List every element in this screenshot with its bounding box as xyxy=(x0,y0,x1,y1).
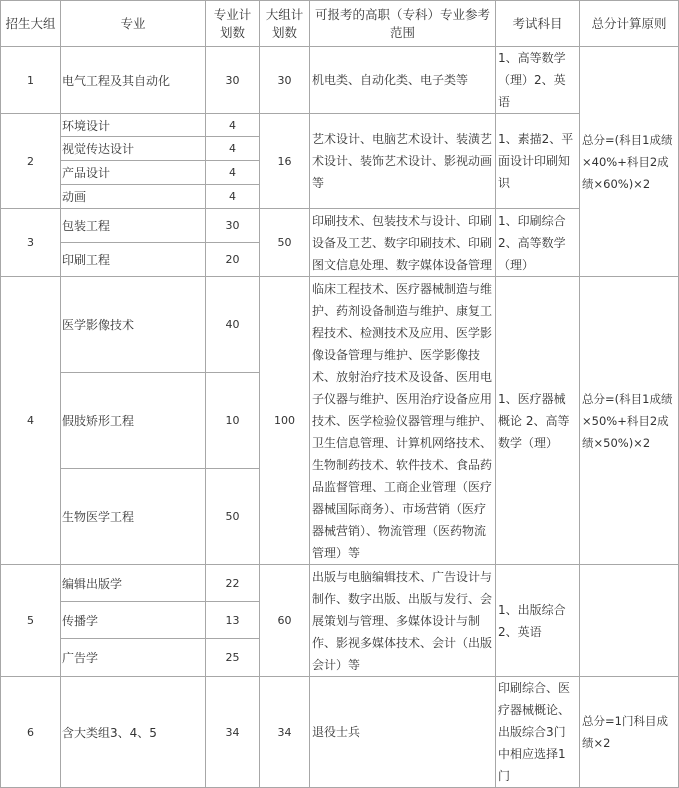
major-name: 动画 xyxy=(61,185,206,209)
major-plan: 13 xyxy=(206,602,260,639)
group-plan: 50 xyxy=(260,209,310,277)
header-major: 专业 xyxy=(61,1,206,47)
major-plan: 4 xyxy=(206,185,260,209)
major-plan: 10 xyxy=(206,373,260,469)
header-row xyxy=(1,1,679,47)
major-name: 印刷工程 xyxy=(61,243,206,277)
rule-text: 总分=(科目1成绩×40%+科目2成绩×60%)×2 xyxy=(580,47,679,277)
table-row xyxy=(1,277,679,373)
major-plan: 34 xyxy=(206,677,260,788)
major-plan: 4 xyxy=(206,161,260,185)
group-id: 2 xyxy=(1,114,61,209)
major-plan: 30 xyxy=(206,209,260,243)
major-name: 电气工程及其自动化 xyxy=(61,47,206,114)
major-name: 含大类组3、4、5 xyxy=(61,677,206,788)
table-row xyxy=(1,114,679,137)
header-scope: 可报考的高职（专科）专业参考范围 xyxy=(310,1,496,47)
header-subjects: 考试科目 xyxy=(496,1,580,47)
group-id: 5 xyxy=(1,565,61,677)
subjects-text: 1、出版综合2、英语 xyxy=(496,565,580,677)
rule-text: 总分=(科目1成绩×50%+科目2成绩×50%)×2 xyxy=(580,277,679,565)
subjects-text: 1、高等数学（理）2、英语 xyxy=(496,47,580,114)
table-row xyxy=(1,565,679,602)
major-plan: 4 xyxy=(206,114,260,137)
scope-text: 出版与电脑编辑技术、广告设计与制作、数字出版、出版与发行、会展策划与管理、多媒体设计与制作、影视多媒体技术、会计（出版会计）等 xyxy=(310,565,496,677)
major-plan: 30 xyxy=(206,47,260,114)
major-plan: 20 xyxy=(206,243,260,277)
header-rule: 总分计算原则 xyxy=(580,1,679,47)
table-row xyxy=(1,677,679,788)
major-plan: 50 xyxy=(206,469,260,565)
group-plan: 60 xyxy=(260,565,310,677)
group-id: 1 xyxy=(1,47,61,114)
rule-empty xyxy=(580,565,679,677)
scope-text: 机电类、自动化类、电子类等 xyxy=(310,47,496,114)
major-plan: 4 xyxy=(206,137,260,161)
subjects-text: 1、医疗器械概论 2、高等数学（理） xyxy=(496,277,580,565)
major-name: 广告学 xyxy=(61,639,206,677)
group-id: 4 xyxy=(1,277,61,565)
header-major-plan: 专业计划数 xyxy=(206,1,260,47)
subjects-text: 1、印刷综合 2、高等数学（理） xyxy=(496,209,580,277)
table-row xyxy=(1,47,679,114)
major-name: 医学影像技术 xyxy=(61,277,206,373)
scope-text: 艺术设计、电脑艺术设计、装潢艺术设计、装饰艺术设计、影视动画等 xyxy=(310,114,496,209)
major-name: 环境设计 xyxy=(61,114,206,137)
group-id: 3 xyxy=(1,209,61,277)
major-name: 编辑出版学 xyxy=(61,565,206,602)
major-name: 生物医学工程 xyxy=(61,469,206,565)
scope-text: 退役士兵 xyxy=(310,677,496,788)
subjects-text: 1、素描2、平面设计印刷知识 xyxy=(496,114,580,209)
group-plan: 16 xyxy=(260,114,310,209)
group-plan: 34 xyxy=(260,677,310,788)
major-name: 视觉传达设计 xyxy=(61,137,206,161)
scope-text: 印刷技术、包装技术与设计、印刷设备及工艺、数字印刷技术、印刷图文信息处理、数字媒体设备管理 xyxy=(310,209,496,277)
group-plan: 100 xyxy=(260,277,310,565)
major-plan: 22 xyxy=(206,565,260,602)
scope-text: 临床工程技术、医疗器械制造与维护、药剂设备制造与维护、康复工程技术、检测技术及应用、医学影像设备管理与维护、医学影像技术、放射治疗技术及设备、医用电子仪器与维护、医用治疗设备应用技术、医学检验仪器管理与维护、卫生信息管理、计算机网络技术、生物制药技术、软件技术、食品药品监督管理、工商企业管理（医疗器械国际商务）、市场营销（医疗器械营销）、物流管理（医药物流管理）等 xyxy=(310,277,496,565)
header-group-plan: 大组计划数 xyxy=(260,1,310,47)
major-name: 产品设计 xyxy=(61,161,206,185)
header-group: 招生大组 xyxy=(1,1,61,47)
major-name: 假肢矫形工程 xyxy=(61,373,206,469)
subjects-text: 印刷综合、医疗器械概论、出版综合3门中相应选择1门 xyxy=(496,677,580,788)
table-row xyxy=(1,209,679,243)
group-plan: 30 xyxy=(260,47,310,114)
group-id: 6 xyxy=(1,677,61,788)
major-name: 包装工程 xyxy=(61,209,206,243)
major-name: 传播学 xyxy=(61,602,206,639)
major-plan: 40 xyxy=(206,277,260,373)
major-plan: 25 xyxy=(206,639,260,677)
rule-text: 总分=1门科目成绩×2 xyxy=(580,677,679,788)
